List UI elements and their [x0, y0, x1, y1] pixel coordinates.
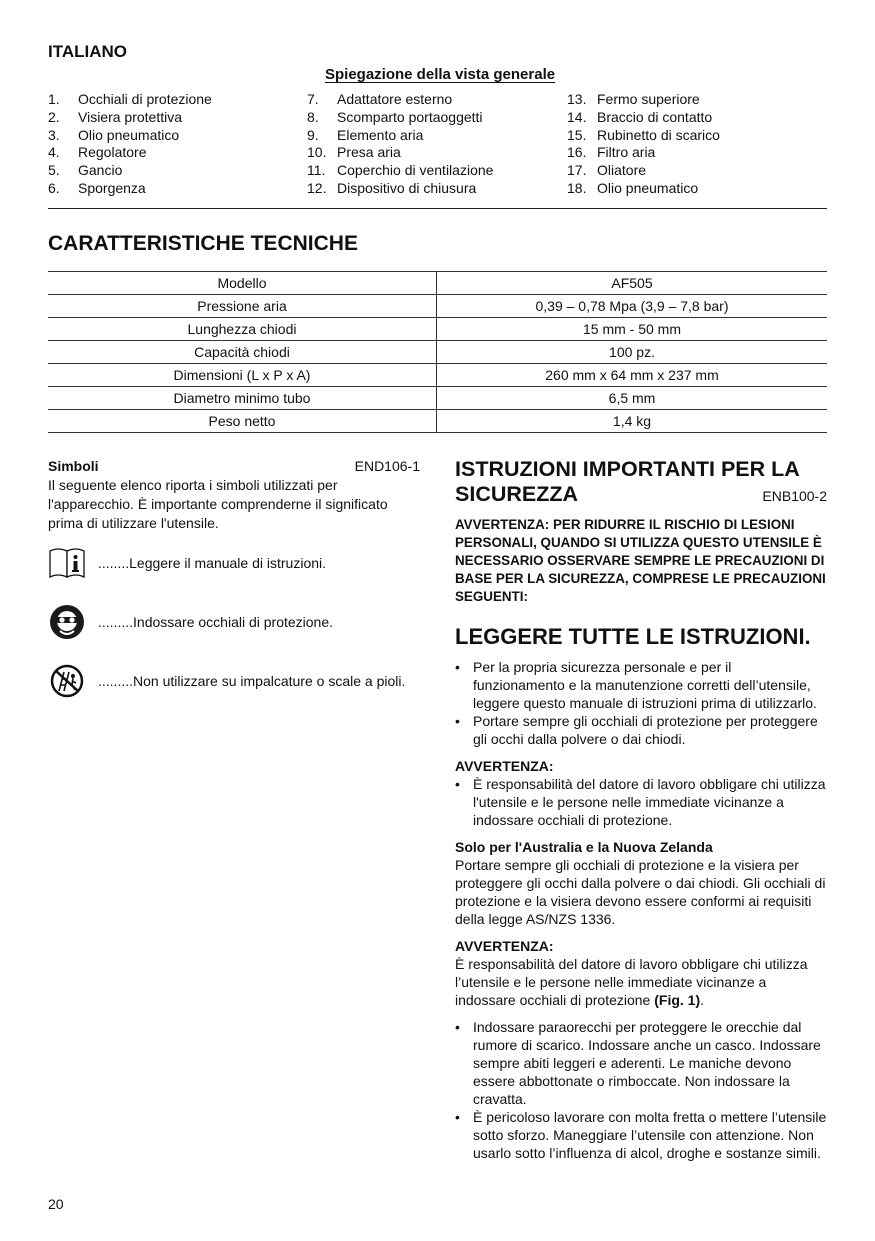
list-item: 17. Oliatore: [567, 162, 647, 179]
list-item: 7. Adattatore esterno: [307, 91, 453, 107]
list-item: • Portare sempre gli occhiali di protezione per proteggere gli occhi dalla polvere o dai chiodi.: [455, 712, 827, 748]
list-item: 5. Gancio: [48, 162, 123, 179]
warning2-title: AVVERTENZA:: [455, 938, 554, 954]
safety-section: [455, 457, 827, 1162]
read-all-heading: LEGGERE TUTTE LE ISTRUZIONI.: [455, 624, 811, 649]
symbol-item-goggles: ......... Indossare occhiali di protezione.: [48, 604, 428, 640]
symbols-title: Simboli: [48, 458, 99, 474]
symbol-item-no-ladder: ......... Non utilizzare su impalcature o scale a pioli.: [48, 663, 428, 699]
page-number: 20: [48, 1196, 64, 1212]
language-heading: ITALIANO: [48, 42, 128, 61]
section-divider: [48, 208, 827, 209]
list-item: 2. Visiera protettiva: [48, 108, 183, 125]
list-item: • È pericoloso lavorare con molta fretta o mettere l’utensile sotto sforzo. Maneggiare l’utensile con attenzione. Non usarlo sotto l’influenza di alcol, droghe e sostanze simili.: [455, 1108, 827, 1162]
warning1-title: AVVERTENZA:: [455, 758, 554, 774]
list-item: 4. Regolatore: [48, 144, 147, 161]
table-row: Pressione aria 0,39 – 0,78 Mpa (3,9 – 7,8 bar): [48, 295, 827, 318]
table-row: Modello AF505: [48, 272, 827, 295]
list-item: 9. Elemento aria: [307, 126, 424, 143]
specs-table: [48, 271, 827, 433]
list-item: 10. Presa aria: [307, 144, 401, 161]
list-item: 15. Rubinetto di scarico: [567, 126, 720, 143]
warning1-list: [455, 775, 827, 829]
table-row: Diametro minimo tubo 6,5 mm: [48, 387, 827, 410]
goggles-icon: [48, 604, 86, 640]
list-item: 3. Olio pneumatico: [48, 126, 180, 143]
list-item: • Indossare paraorecchi per proteggere le orecchie dal rumore di scarico. Indossare anche un casco. Indossare sempre abiti leggeri e aderenti. Le maniche devono essere abbottonate o rimboccate. Non indossare la cravatta.: [455, 1018, 827, 1108]
figure-reference: (Fig. 1): [654, 992, 701, 1008]
no-ladder-icon: [48, 663, 86, 699]
list-item: • Per la propria sicurezza personale e per il funzionamento e la manutenzione corretti dell’utensile, leggere questo manuale di istruzioni prima di utilizzarlo.: [455, 658, 827, 712]
list-item: 13. Fermo superiore: [567, 91, 700, 107]
list-item: 8. Scomparto portaoggetti: [307, 108, 483, 125]
symbol-item-manual: ........ Leggere il manuale di istruzioni.: [48, 545, 428, 581]
list-item: 6. Sporgenza: [48, 179, 146, 196]
table-row: Lunghezza chiodi 15 mm - 50 mm: [48, 318, 827, 341]
safety-title-line2: SICUREZZA: [455, 482, 579, 506]
symbols-code: END106-1: [354, 458, 420, 474]
australia-text: Portare sempre gli occhiali di protezione e la visiera per proteggere gli occhi dalla polvere o dai chiodi. Gli occhiali di protezione e la visiera devono essere conformi ai requisiti della legge AS/NZS 1336.: [455, 857, 826, 927]
overview-title: Spiegazione della vista generale: [325, 66, 556, 83]
overview-column-3: [567, 91, 720, 198]
symbol-text: Non utilizzare su impalcature o scale a pioli.: [133, 673, 406, 689]
list-item: 14. Braccio di contatto: [567, 108, 713, 125]
table-row: Dimensioni (L x P x A) 260 mm x 64 mm x 237 mm: [48, 364, 827, 387]
list-item: 16. Filtro aria: [567, 144, 656, 161]
symbol-text: Leggere il manuale di istruzioni.: [129, 555, 327, 571]
manual-icon: [48, 545, 86, 581]
warning2-text: È responsabilità del datore di lavoro obbligare chi utilizza l’utensile e le persone nelle immediate vicinanze a indossare occhiali di protezione (Fig. 1).: [455, 956, 808, 1008]
list-item: 12. Dispositivo di chiusura: [307, 179, 477, 196]
list-item: 1. Occhiali di protezione: [48, 91, 212, 107]
symbols-section: [48, 457, 420, 533]
bullet-list-2: [455, 1018, 827, 1162]
safety-code: ENB100-2: [762, 488, 827, 504]
table-row: Capacità chiodi 100 pz.: [48, 341, 827, 364]
bullet-list-1: [455, 658, 827, 748]
overview-column-1: [48, 91, 212, 198]
list-item: 18. Olio pneumatico: [567, 179, 699, 196]
specs-title: CARATTERISTICHE TECNICHE: [48, 232, 358, 255]
symbol-text: Indossare occhiali di protezione.: [133, 614, 334, 630]
overview-column-2: [307, 91, 493, 198]
safety-warning-caps: AVVERTENZA: PER RIDURRE IL RISCHIO DI LESIONI PERSONALI, QUANDO SI UTILIZZA QUESTO UTENSILE È NECESSARIO OSSERVARE SEMPRE LE PRECAUZIONI DI BASE PER LA SICUREZZA, COMPRESE LE PRECAUZIONI SEGUENTI:: [455, 517, 826, 604]
list-item: • È responsabilità del datore di lavoro obbligare chi utilizza l'utensile e le persone nelle immediate vicinanze a indossare occhiali di protezione.: [455, 775, 827, 829]
symbols-intro: Il seguente elenco riporta i simboli utilizzati per l'apparecchio. È importante comprenderne il significato prima di utilizzare l'utensile.: [48, 477, 388, 531]
table-row: Peso netto 1,4 kg: [48, 410, 827, 433]
list-item: 11. Coperchio di ventilazione: [307, 162, 494, 179]
safety-title-line1: ISTRUZIONI IMPORTANTI PER LA: [455, 457, 800, 481]
australia-title: Solo per l'Australia e la Nuova Zelanda: [455, 839, 713, 855]
